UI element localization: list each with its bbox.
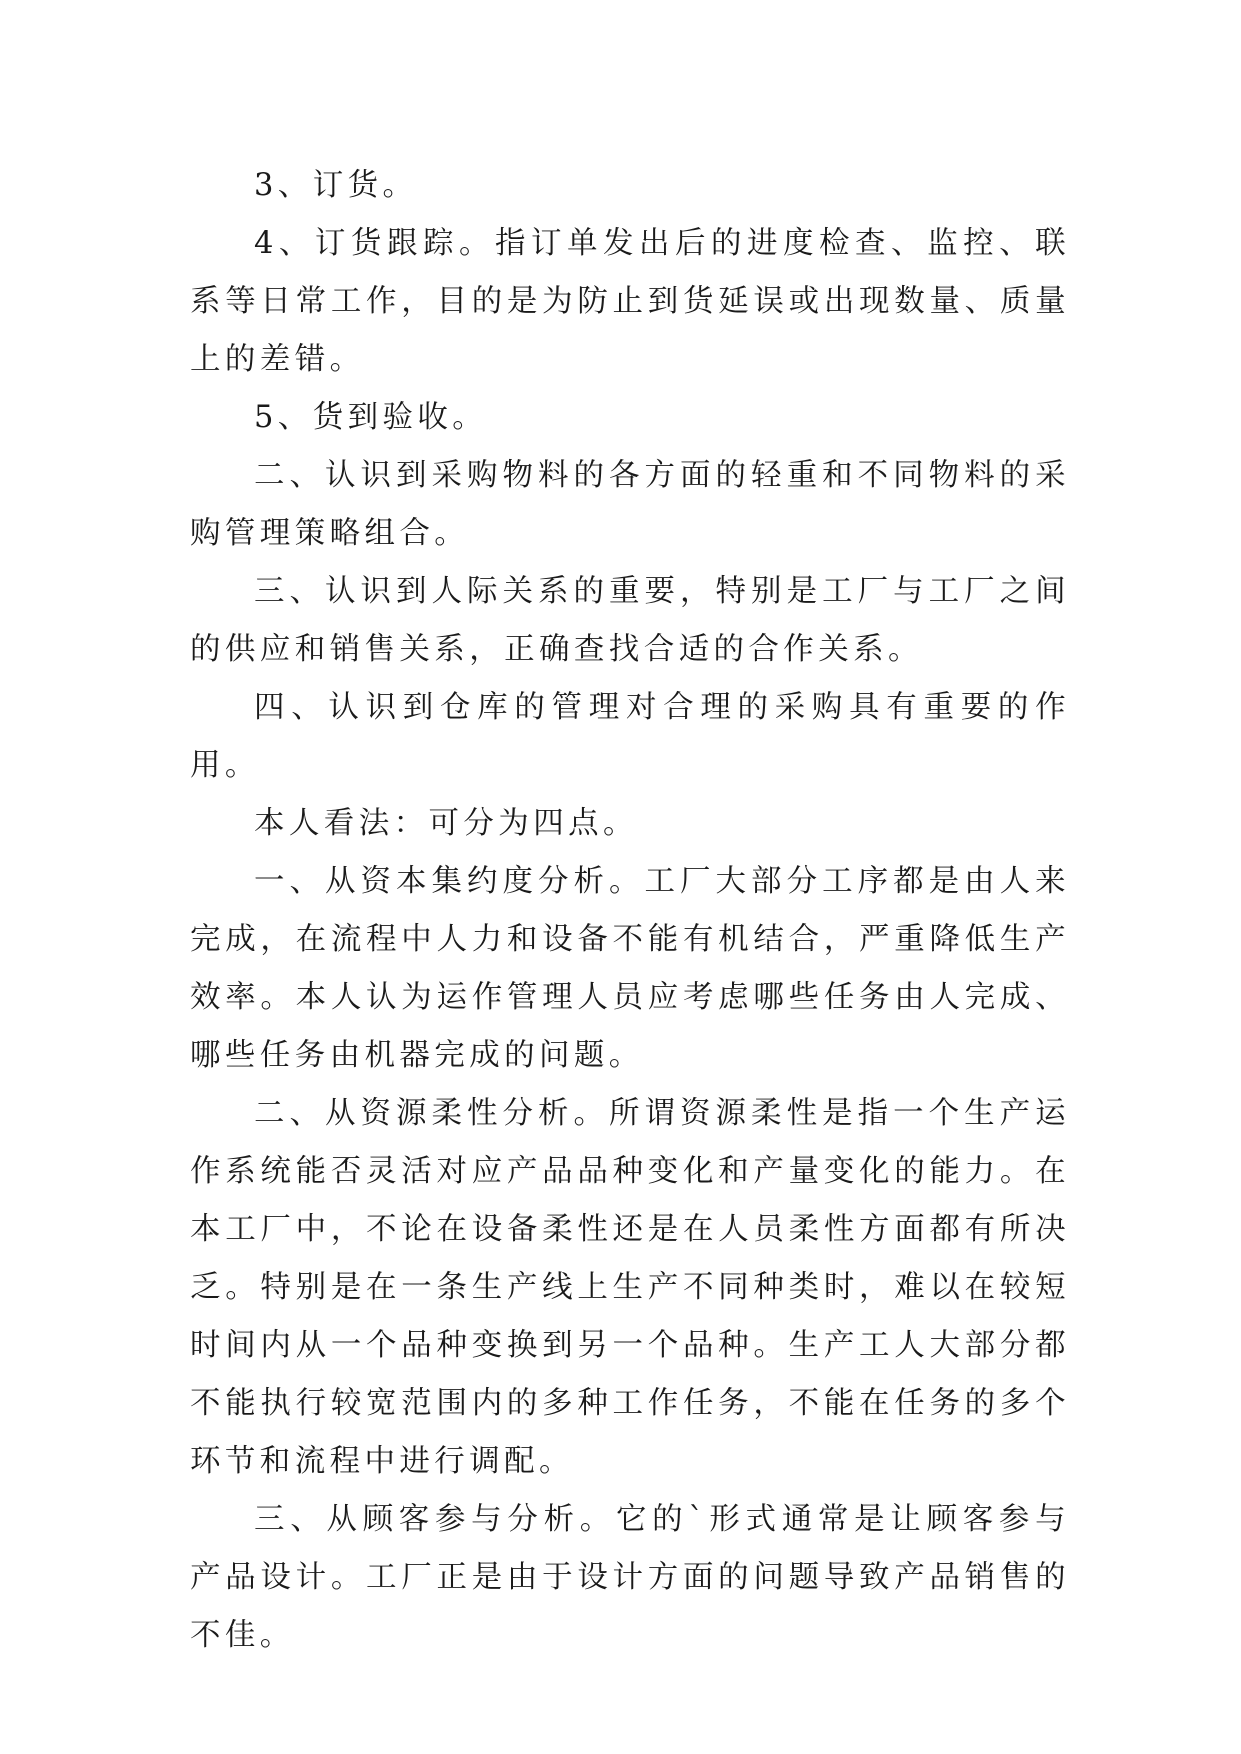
paragraph-relationships: 三、认识到人际关系的重要，特别是工厂与工厂之间的供应和销售关系，正确查找合适的合作关系。 — [190, 574, 1070, 667]
document-body — [190, 157, 1070, 1665]
paragraph-order-tracking: 4、订货跟踪。指订单发出后的进度检查、监控、联系等日常工作，目的是为防止到货延误或出现数量、质量上的差错。 — [190, 226, 1070, 377]
paragraph-opinion-intro: 本人看法：可分为四点。 — [254, 806, 638, 841]
paragraph-order: 3、订货。 — [254, 168, 418, 203]
paragraph-customer-participation: 三、从顾客参与分析。它的`形式通常是让顾客参与产品设计。工厂正是由于设计方面的问题导致产品销售的不佳。 — [190, 1502, 1070, 1653]
paragraph-resource-flexibility: 二、从资源柔性分析。所谓资源柔性是指一个生产运作系统能否灵活对应产品品种变化和产量变化的能力。在本工厂中，不论在设备柔性还是在人员柔性方面都有所决乏。特别是在一条生产线上生产不同种类时，难以在较短时间内从一个品种变换到另一个品种。生产工人大部分都不能执行较宽范围内的多种工作任务，不能在任务的多个环节和流程中进行调配。 — [190, 1096, 1070, 1479]
paragraph-warehouse: 四、认识到仓库的管理对合理的采购具有重要的作用。 — [190, 690, 1070, 783]
paragraph-capital-intensity: 一、从资本集约度分析。工厂大部分工序都是由人来完成，在流程中人力和设备不能有机结合，严重降低生产效率。本人认为运作管理人员应考虑哪些任务由人完成、哪些任务由机器完成的问题。 — [190, 864, 1070, 1073]
paragraph-purchasing-strategy: 二、认识到采购物料的各方面的轻重和不同物料的采购管理策略组合。 — [190, 458, 1070, 551]
paragraph-acceptance: 5、货到验收。 — [254, 400, 488, 435]
